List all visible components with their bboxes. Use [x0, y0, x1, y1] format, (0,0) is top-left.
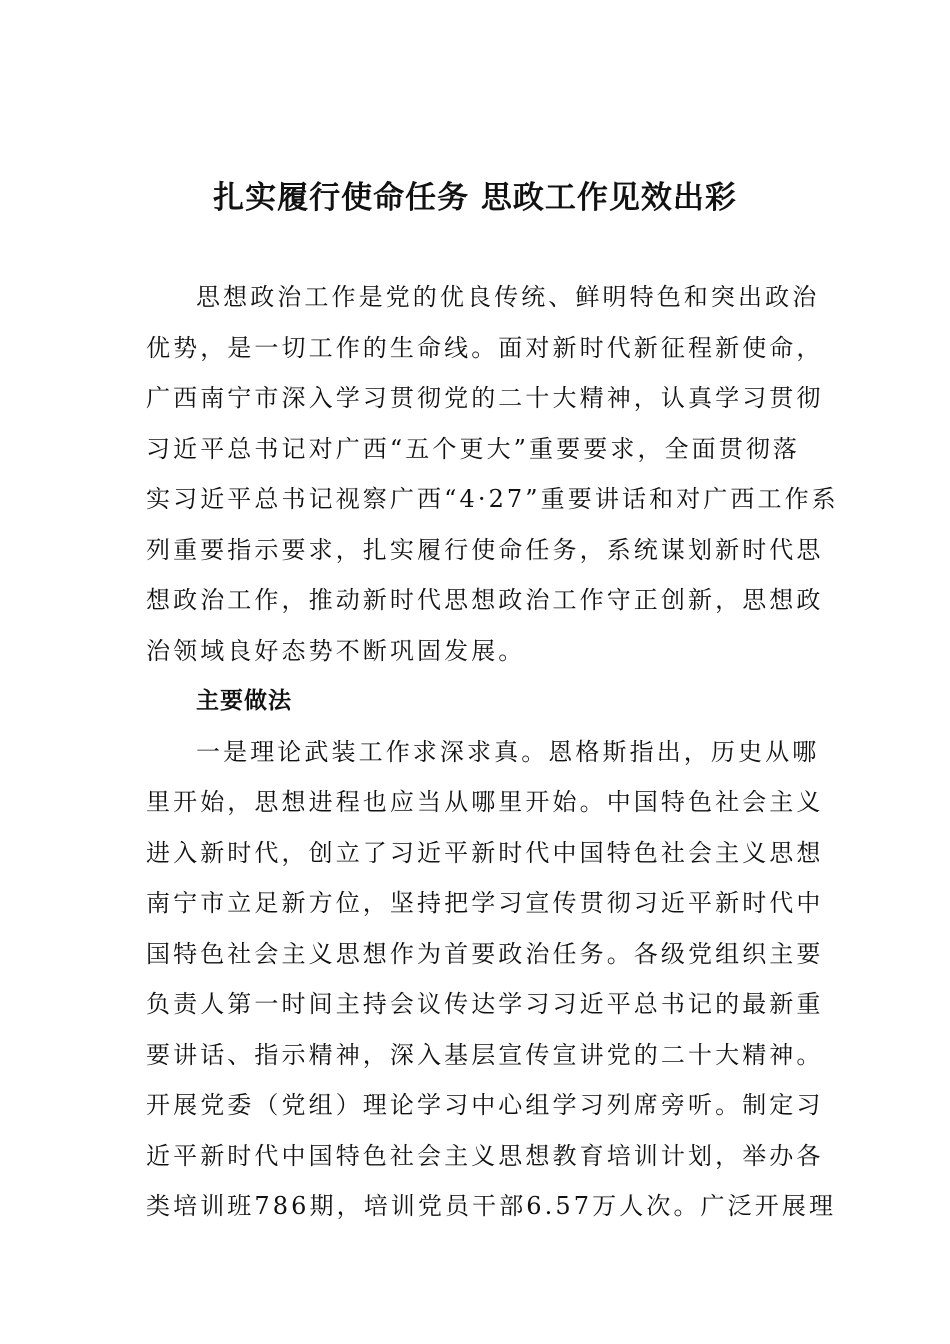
text-line: 广西南宁市深入学习贯彻党的二十大精神，认真学习贯彻 [146, 384, 824, 412]
text-line: 进入新时代，创立了习近平新时代中国特色社会主义思想 [146, 838, 824, 867]
text-line: 治领域良好态势不断巩固发展。 [146, 636, 526, 665]
text-line: 负责人第一时间主持会议传达学习习近平总书记的最新重 [146, 990, 824, 1018]
text-line: 优势，是一切工作的生命线。面对新时代新征程新使命， [146, 333, 824, 362]
text-line: 习近平总书记对广西“五个更大”重要要求，全面贯彻落 [146, 434, 801, 463]
paragraph-intro [146, 272, 839, 1232]
text-line: 国特色社会主义思想作为首要政治任务。各级党组织主要 [146, 939, 824, 968]
text-line: 想政治工作，推动新时代思想政治工作守正创新，思想政 [146, 586, 824, 614]
section-heading: 主要做法 [196, 688, 292, 714]
text-line: 南宁市立足新方位，坚持把学习宣传贯彻习近平新时代中 [146, 889, 824, 917]
text-line: 实习近平总书记视察广西“4·27”重要讲话和对广西工作系 [146, 485, 839, 513]
text-line: 近平新时代中国特色社会主义思想教育培训计划，举办各 [146, 1141, 824, 1170]
text-line: 开展党委（党组）理论学习中心组学习列席旁听。制定习 [146, 1091, 824, 1119]
text-line: 思想政治工作是党的优良传统、鲜明特色和突出政治 [196, 283, 820, 311]
text-line: 一是理论武装工作求深求真。恩格斯指出，历史从哪 [196, 737, 820, 766]
text-line: 类培训班786期，培训党员干部6.57万人次。广泛开展理 [146, 1192, 837, 1220]
text-line: 列重要指示要求，扎实履行使命任务，系统谋划新时代思 [146, 535, 824, 564]
document-title: 扎实履行使命任务 思政工作见效出彩 [213, 180, 737, 216]
text-line: 要讲话、指示精神，深入基层宣传宣讲党的二十大精神。 [146, 1040, 824, 1069]
text-line: 里开始，思想进程也应当从哪里开始。中国特色社会主义 [146, 788, 824, 816]
